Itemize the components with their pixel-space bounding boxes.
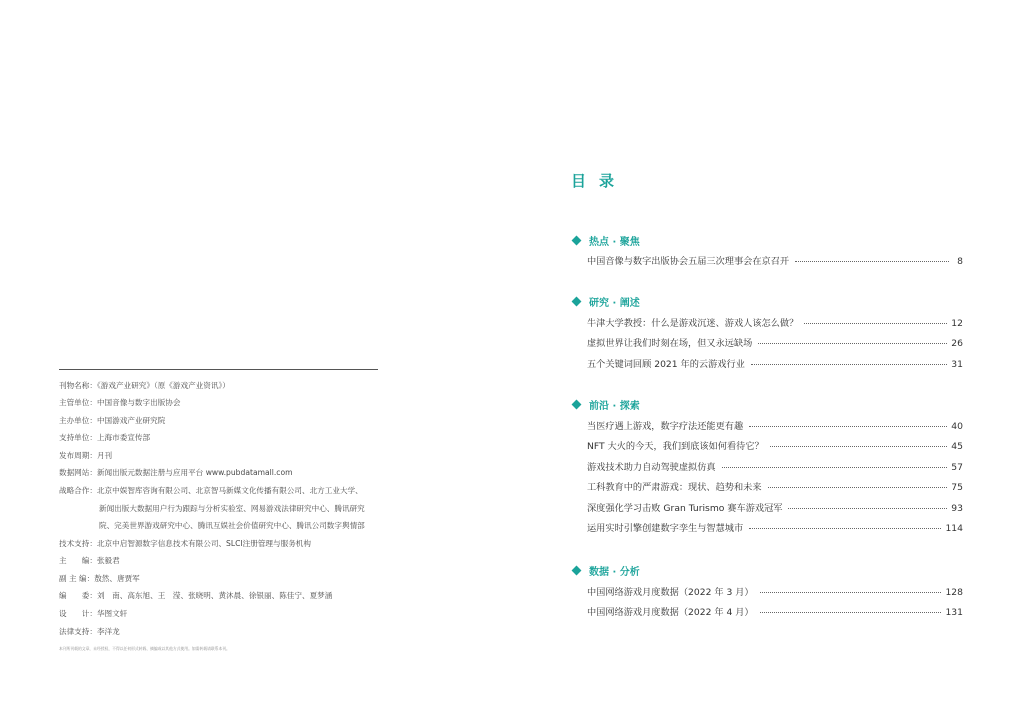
toc-section-title: 研究 · 阐述 — [589, 298, 640, 309]
dot-leader — [788, 508, 947, 509]
info-support: 支持单位：上海市委宣传部 — [59, 433, 151, 442]
toc-entry-title: 当医疗遇上游戏，数字疗法还能更有趣 — [587, 421, 744, 432]
toc-entry-page: 75 — [951, 482, 963, 493]
info-legal: 法律支持：李洋龙 — [59, 627, 120, 636]
dot-leader — [804, 323, 947, 324]
diamond-bullet-icon — [572, 297, 582, 307]
toc-entry-page: 31 — [951, 359, 963, 370]
info-publication-name: 刊物名称：《游戏产业研究》（原《游戏产业资讯》） — [59, 381, 230, 390]
info-partners-cont-1: 新闻出版大数据用户行为跟踪与分析实验室、网易游戏法律研究中心、腾讯研究 — [99, 504, 365, 513]
dot-leader — [751, 364, 947, 365]
info-data-site: 数据网站：新闻出版元数据注册与应用平台 www.pubdatamall.com — [59, 468, 293, 477]
toc-section-title: 前沿 · 探索 — [589, 401, 640, 412]
toc-entry[interactable] — [587, 438, 963, 452]
toc-entry-page: 45 — [951, 441, 963, 452]
diamond-bullet-icon — [572, 566, 582, 576]
toc-section-research — [572, 294, 640, 309]
toc-entry[interactable] — [587, 356, 963, 370]
toc-section-frontier — [572, 397, 640, 412]
info-deputy-editor: 副 主 编：敖然、唐贾军 — [59, 574, 140, 583]
info-sponsor: 主办单位：中国游戏产业研究院 — [59, 416, 166, 425]
toc-section-hotspot — [572, 233, 640, 248]
dot-leader — [760, 592, 942, 593]
diamond-bullet-icon — [572, 400, 582, 410]
dot-leader — [749, 528, 941, 529]
toc-entry[interactable] — [587, 584, 963, 598]
toc-entry-title: 牛津大学教授：什么是游戏沉迷、游戏人该怎么做？ — [587, 318, 799, 329]
toc-entry-page: 40 — [951, 421, 963, 432]
info-period: 发布周期：月刊 — [59, 451, 113, 460]
info-design: 设 计：华图文轩 — [59, 609, 128, 618]
toc-entry-page: 12 — [951, 318, 963, 329]
toc-entry-title: 虚拟世界让我们时刻在场，但又永远缺场 — [587, 338, 753, 349]
info-editorial-board: 编 委：刘 南、高东旭、王 滢、张晓明、黄沐晨、徐银丽、陈佳宁、夏梦涵 — [59, 591, 333, 600]
toc-entry[interactable] — [587, 335, 963, 349]
toc-entry[interactable] — [587, 459, 963, 473]
toc-entry[interactable] — [587, 500, 963, 514]
toc-entry-page: 128 — [945, 587, 963, 598]
toc-entry-title: 五个关键词回顾 2021 年的云游戏行业 — [587, 359, 745, 370]
dot-leader — [749, 426, 947, 427]
toc-entry-title: 中国网络游戏月度数据（2022 年 3 月） — [587, 587, 754, 598]
toc-entry[interactable] — [587, 418, 963, 432]
info-tech-support: 技术支持：北京中启智源数字信息技术有限公司、SLCI注册管理与服务机构 — [59, 539, 311, 548]
toc-entry-title: 工科教育中的严肃游戏：现状、趋势和未来 — [587, 482, 762, 493]
toc-entry[interactable] — [587, 604, 963, 618]
toc-entry-page: 8 — [957, 256, 963, 267]
info-partners-cont-2: 院、完美世界游戏研究中心、腾讯互娱社会价值研究中心、腾讯公司数字舆情部 — [99, 521, 365, 530]
toc-entry-page: 114 — [945, 523, 963, 534]
diamond-bullet-icon — [572, 236, 582, 246]
dot-leader — [760, 612, 942, 613]
toc-entry-page: 93 — [951, 503, 963, 514]
toc-entry-title: 中国音像与数字出版协会五届三次理事会在京召开 — [587, 256, 790, 267]
toc-entry-title: NFT 大火的今天，我们到底该如何看待它？ — [587, 441, 764, 452]
toc-section-title: 数据 · 分析 — [589, 567, 640, 578]
toc-section-title: 热点 · 聚焦 — [589, 237, 640, 248]
toc-entry-title: 深度强化学习击败 Gran Turismo 赛车游戏冠军 — [587, 503, 783, 514]
toc-entry[interactable] — [587, 315, 963, 329]
toc-entry-title: 游戏技术助力自动驾驶虚拟仿真 — [587, 462, 716, 473]
info-partners: 战略合作：北京中娱智库咨询有限公司、北京智马新媒文化传播有限公司、北方工业大学、 — [59, 486, 363, 495]
toc-title: 目录 — [571, 172, 628, 190]
toc-entry-page: 26 — [951, 338, 963, 349]
toc-entry-page: 57 — [951, 462, 963, 473]
dot-leader — [795, 261, 949, 262]
toc-section-data — [572, 563, 640, 578]
dot-leader — [722, 467, 948, 468]
dot-leader — [768, 487, 948, 488]
toc-entry-title: 运用实时引擎创建数字孪生与智慧城市 — [587, 523, 744, 534]
toc-entry-title: 中国网络游戏月度数据（2022 年 4 月） — [587, 607, 754, 618]
toc-entry[interactable] — [587, 253, 963, 267]
copyright-footnote: 本刊所刊载的文章，未经授权，不得以任何形式转载、摘编或以其他方式使用。如需转载请联系本刊。 — [59, 646, 230, 651]
dot-leader — [770, 446, 948, 447]
dot-leader — [758, 343, 947, 344]
info-supervisor: 主管单位：中国音像与数字出版协会 — [59, 398, 181, 407]
masthead-divider — [59, 369, 378, 370]
toc-entry[interactable] — [587, 520, 963, 534]
toc-entry-page: 131 — [945, 607, 963, 618]
toc-entry[interactable] — [587, 479, 963, 493]
info-editor-in-chief: 主 编：张毅君 — [59, 556, 120, 565]
